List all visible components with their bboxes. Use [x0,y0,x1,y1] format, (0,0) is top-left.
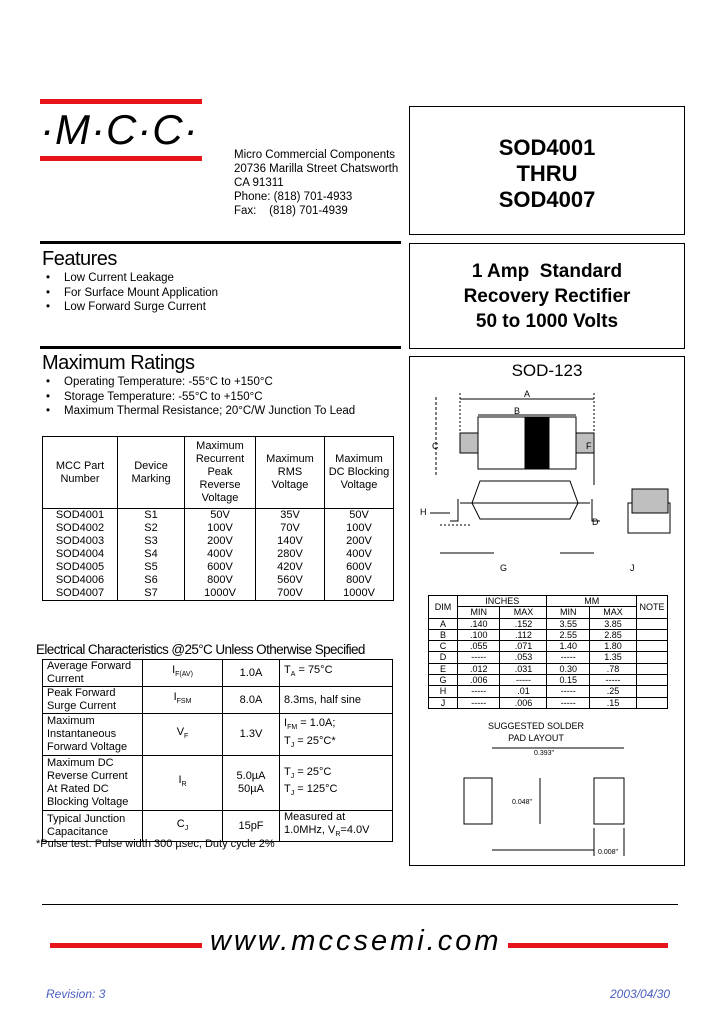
value-cell: 1.3V [223,714,280,756]
table-cell: 2.55 [547,629,589,640]
logo-bottom-bar [40,156,202,161]
table-cell [637,629,668,640]
table-cell: S5 [118,561,185,574]
revision-label: Revision: 3 [46,987,106,1001]
dim-label-d: D [592,517,599,527]
table-cell: ----- [458,686,500,697]
title-line-3: SOD4007 [498,187,596,212]
table-cell: SOD4002 [43,522,118,535]
table-cell: .055 [458,641,500,652]
value-cell: 1.0A [223,660,280,687]
table-row [429,663,668,674]
table-cell: 800V [185,574,256,587]
dim-label-f: F [586,441,592,451]
param-cell: Peak Forward Surge Current [43,687,143,714]
table-cell: 600V [185,561,256,574]
col-rms-voltage: Maximum RMS Voltage [256,437,325,509]
rating-item: • Maximum Thermal Resistance; 20°C/W Junction To Lead [44,404,355,419]
table-cell: ----- [500,675,547,686]
table-cell: 700V [256,587,325,601]
footer-bar-left [50,943,202,948]
title-line-2: THRU [516,161,578,186]
table-cell: B [429,629,458,640]
condition-cell: $I_{FM} = 1.0A$; $T_J = 25^\circ C*$ [280,714,393,756]
table-cell: .100 [458,629,500,640]
table-cell: SOD4006 [43,574,118,587]
solder-dim-width: 0.393" [534,750,555,757]
dim-label-c: C [432,441,439,451]
subtitle-line-1: 1 Amp Standard [471,261,623,282]
condition-cell: 8.3ms, half sine [280,687,393,714]
features-list [44,271,218,315]
table-row [429,629,668,640]
table-row [429,675,668,686]
rating-item: • Operating Temperature: -55°C to +150°C [44,375,355,390]
table-cell: 280V [256,548,325,561]
feature-item: • Low Current Leakage [44,271,218,286]
table-cell: ----- [547,686,589,697]
table-cell: .006 [458,675,500,686]
table-cell: SOD4005 [43,561,118,574]
ratings-table-body [43,509,394,601]
table-cell: S7 [118,587,185,601]
value-cell: 15pF [223,811,280,842]
table-cell: .053 [500,652,547,663]
electrical-heading: Electrical Characteristics @25°C Unless Otherwise Specified [36,642,365,657]
feature-item: • Low Forward Surge Current [44,300,218,315]
table-row [43,587,394,601]
rating-item: • Storage Temperature: -55°C to +150°C [44,390,355,405]
package-name: SOD-123 [511,361,583,380]
table-cell: 400V [185,548,256,561]
table-cell: 50V [325,509,394,523]
dim-col-inches: INCHES [458,596,547,607]
table-row [43,522,394,535]
table-cell: .78 [589,663,636,674]
table-cell: 600V [325,561,394,574]
dim-label-g: G [500,563,508,573]
table-cell: A [429,618,458,629]
dim-label-j: J [630,563,635,573]
dim-col-min: MIN [458,607,500,618]
features-rule [40,241,401,244]
table-cell: SOD4007 [43,587,118,601]
dim-col-mm: MM [547,596,637,607]
table-cell: 50V [185,509,256,523]
table-cell: ----- [458,697,500,708]
table-cell: 0.15 [547,675,589,686]
table-cell: .012 [458,663,500,674]
table-cell: 800V [325,574,394,587]
table-cell: E [429,663,458,674]
table-cell: J [429,697,458,708]
table-cell [637,675,668,686]
symbol-cell: $I_{FSM}$ [143,687,223,714]
table-cell: SOD4001 [43,509,118,523]
table-row [429,697,668,708]
table-cell: .071 [500,641,547,652]
table-cell: 3.55 [547,618,589,629]
company-street: 20736 Marilla Street Chatsworth [234,163,399,175]
table-cell: S4 [118,548,185,561]
table-row [43,756,393,811]
table-row [43,535,394,548]
symbol-cell: $V_F$ [143,714,223,756]
title-line-1: SOD4001 [498,135,596,160]
col-peak-reverse-voltage: Maximum Recurrent Peak Reverse Voltage [185,437,256,509]
dimensions-table [428,595,668,709]
feature-item: • For Surface Mount Application [44,286,218,301]
table-cell: 200V [325,535,394,548]
footer-url[interactable]: www.mccsemi.com [210,925,502,957]
table-cell: ----- [458,652,500,663]
symbol-cell: $C_J$ [143,811,223,842]
table-cell: S2 [118,522,185,535]
table-cell: .152 [500,618,547,629]
table-cell: 1.40 [547,641,589,652]
table-row [43,687,393,714]
table-cell: D [429,652,458,663]
table-cell: S3 [118,535,185,548]
table-row [429,641,668,652]
param-cell: Maximum DC Reverse Current At Rated DC Blocking Voltage [43,756,143,811]
table-cell: 1000V [325,587,394,601]
company-phone: Phone: (818) 701-4933 [234,191,353,203]
table-cell: S1 [118,509,185,523]
company-city: CA 91311 [234,177,284,189]
electrical-table [42,659,393,842]
footer-bar-right [508,943,668,948]
table-cell: SOD4004 [43,548,118,561]
value-cell: 5.0µA 50µA [223,756,280,811]
table-row [429,618,668,629]
dim-label-b: B [514,406,521,416]
table-row [43,811,393,842]
table-cell: 100V [325,522,394,535]
table-cell: 1.35 [589,652,636,663]
dim-label-a: A [524,389,531,399]
dim-label-h: H [420,507,427,517]
table-row [43,561,394,574]
table-cell: 200V [185,535,256,548]
table-cell: .15 [589,697,636,708]
symbol-cell: $I_{F(AV)}$ [143,660,223,687]
table-cell [637,652,668,663]
table-cell [637,686,668,697]
dim-col-note: NOTE [637,596,668,619]
title-box [409,106,685,235]
logo-top-bar [40,99,202,104]
table-cell: ----- [589,675,636,686]
table-cell: .25 [589,686,636,697]
value-cell: 8.0A [223,687,280,714]
table-cell: ----- [547,652,589,663]
ratings-list [44,375,355,419]
col-part-number: MCC Part Number [43,437,118,509]
table-cell: G [429,675,458,686]
table-cell [637,618,668,629]
table-cell: SOD4003 [43,535,118,548]
table-row [43,509,394,523]
features-heading: Features [42,248,117,270]
symbol-cell: $I_R$ [143,756,223,811]
solder-title: SUGGESTED SOLDER PAD LAYOUT [488,721,585,743]
company-address [234,148,398,218]
subtitle-line-2: Recovery Rectifier [463,286,631,307]
param-cell: Typical Junction Capacitance [43,811,143,842]
condition-cell: $T_J = 25^\circ C$ $T_J = 125^\circ C$ [280,756,393,811]
solder-pad-drawing [440,740,640,860]
footer-rule [42,904,678,905]
company-fax: Fax: (818) 701-4939 [234,205,348,217]
table-cell: 420V [256,561,325,574]
table-row [43,714,393,756]
table-row [43,548,394,561]
dim-col-min: MIN [547,607,589,618]
col-dc-blocking-voltage: Maximum DC Blocking Voltage [325,437,394,509]
table-cell: 560V [256,574,325,587]
dimensions-table-body [429,618,668,708]
ratings-rule [40,346,401,349]
table-cell: 3.85 [589,618,636,629]
package-drawing [410,385,682,585]
mcc-logo: ·M·C·C· [40,106,199,153]
solder-dim-height: 0.048" [512,799,533,806]
table-cell: .112 [500,629,547,640]
subtitle-box [409,243,685,349]
table-cell: .031 [500,663,547,674]
table-cell: H [429,686,458,697]
table-cell: 1.80 [589,641,636,652]
date-label: 2003/04/30 [610,987,671,1001]
table-cell [637,697,668,708]
table-cell: 400V [325,548,394,561]
table-cell: C [429,641,458,652]
table-cell: .01 [500,686,547,697]
ratings-heading: Maximum Ratings [42,352,195,374]
table-cell: 2.85 [589,629,636,640]
table-cell [637,663,668,674]
table-row [43,660,393,687]
table-row [429,652,668,663]
table-cell: 35V [256,509,325,523]
table-cell: 100V [185,522,256,535]
company-name: Micro Commercial Components [234,149,396,161]
condition-cell: Measured at 1.0MHz, $V_R=4.0V$ [280,811,393,842]
condition-cell: $T_A = 75^\circ C$ [280,660,393,687]
param-cell: Maximum Instantaneous Forward Voltage [43,714,143,756]
param-cell: Average Forward Current [43,660,143,687]
table-row [429,686,668,697]
table-cell: ----- [547,697,589,708]
table-cell: .140 [458,618,500,629]
table-cell: 140V [256,535,325,548]
dim-col-max: MAX [589,607,636,618]
subtitle-line-3: 50 to 1000 Volts [475,311,619,332]
table-cell: S6 [118,574,185,587]
table-cell: 1000V [185,587,256,601]
table-cell: 70V [256,522,325,535]
ratings-table [42,436,394,601]
col-device-marking: Device Marking [118,437,185,509]
dim-col-max: MAX [500,607,547,618]
table-cell [637,641,668,652]
table-row [43,574,394,587]
solder-dim-gap: 0.008" [598,849,619,856]
pulse-test-note: *Pulse test: Pulse width 300 µsec, Duty cycle 2% [36,838,275,850]
table-cell: .006 [500,697,547,708]
table-cell: 0.30 [547,663,589,674]
dim-col-dim: DIM [429,596,458,619]
